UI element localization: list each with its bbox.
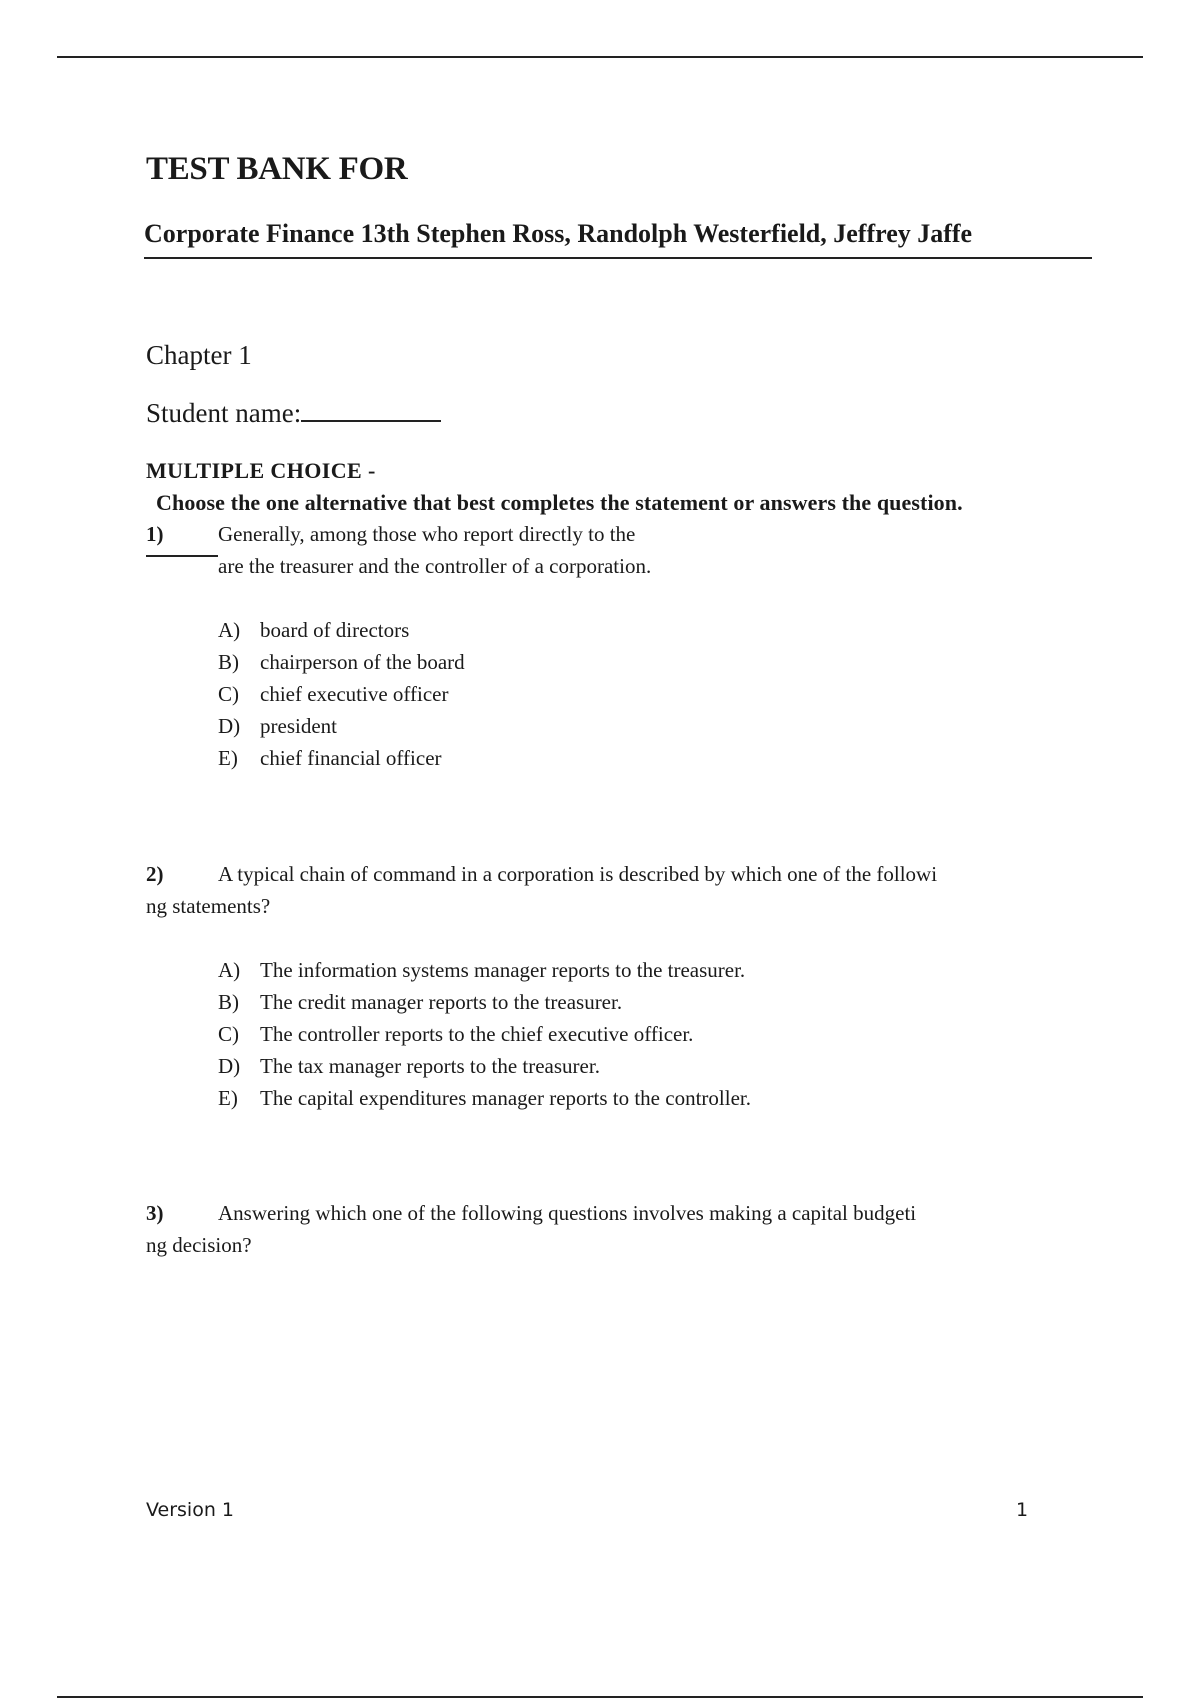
choice-text: The controller reports to the chief executive officer. xyxy=(260,1022,694,1046)
section-heading: MULTIPLE CHOICE - xyxy=(146,458,376,483)
choice-item xyxy=(218,1082,751,1114)
student-name-label: Student name: xyxy=(146,398,302,428)
document-title: TEST BANK FOR xyxy=(146,151,408,187)
choice-text: The tax manager reports to the treasurer. xyxy=(260,1054,600,1078)
footer-page-number: 1 xyxy=(1016,1499,1029,1521)
choice-letter: A) xyxy=(218,618,241,642)
choice-item xyxy=(218,710,465,742)
choice-item xyxy=(218,742,465,774)
choice-text: The capital expenditures manager reports to the controller. xyxy=(260,1086,751,1110)
choice-letter: A) xyxy=(218,958,241,982)
student-name-row xyxy=(146,398,441,429)
bottom-rule xyxy=(57,1696,1143,1698)
question-1-blank xyxy=(146,555,218,557)
question-2-choices xyxy=(218,954,751,1114)
choice-letter: B) xyxy=(218,650,239,674)
choice-item xyxy=(218,614,465,646)
choice-text: The information systems manager reports to the treasurer. xyxy=(260,958,746,982)
question-1-choices xyxy=(218,614,465,774)
choice-text: board of directors xyxy=(260,618,410,642)
choice-item xyxy=(218,1050,751,1082)
choice-item xyxy=(218,954,751,986)
top-rule xyxy=(57,56,1143,58)
choice-item xyxy=(218,1018,751,1050)
question-1-number: 1) xyxy=(146,522,164,546)
choice-letter: C) xyxy=(218,1022,239,1046)
choice-letter: D) xyxy=(218,714,241,738)
question-1-text-line1: Generally, among those who report directly to the xyxy=(218,522,636,546)
choice-letter: D) xyxy=(218,1054,241,1078)
section-instructions: Choose the one alternative that best completes the statement or answers the question. xyxy=(156,490,963,515)
choice-text: chairperson of the board xyxy=(260,650,465,674)
choice-text: chief financial officer xyxy=(260,746,442,770)
document-subtitle: Corporate Finance 13th Stephen Ross, Randolph Westerfield, Jeffrey Jaffe xyxy=(144,219,1092,259)
choice-text: The credit manager reports to the treasurer. xyxy=(260,990,623,1014)
question-2-number: 2) xyxy=(146,862,164,886)
question-3-text-line2: ng decision? xyxy=(146,1233,252,1257)
question-1-text-line2: are the treasurer and the controller of a corporation. xyxy=(218,554,652,578)
choice-item xyxy=(218,986,751,1018)
question-2-text-line2: ng statements? xyxy=(146,894,271,918)
choice-letter: E) xyxy=(218,1086,238,1110)
chapter-label: Chapter 1 xyxy=(146,340,252,370)
choice-text: president xyxy=(260,714,337,738)
choice-item xyxy=(218,678,465,710)
choice-text: chief executive officer xyxy=(260,682,449,706)
choice-item xyxy=(218,646,465,678)
question-3-text-line1: Answering which one of the following questions involves making a capital budgeti xyxy=(218,1201,917,1225)
question-2-text-line1: A typical chain of command in a corporation is described by which one of the followi xyxy=(218,862,938,886)
choice-letter: E) xyxy=(218,746,238,770)
question-3-number: 3) xyxy=(146,1201,164,1225)
choice-letter: B) xyxy=(218,990,239,1014)
student-name-blank xyxy=(301,398,441,422)
footer-version: Version 1 xyxy=(146,1499,234,1521)
choice-letter: C) xyxy=(218,682,239,706)
